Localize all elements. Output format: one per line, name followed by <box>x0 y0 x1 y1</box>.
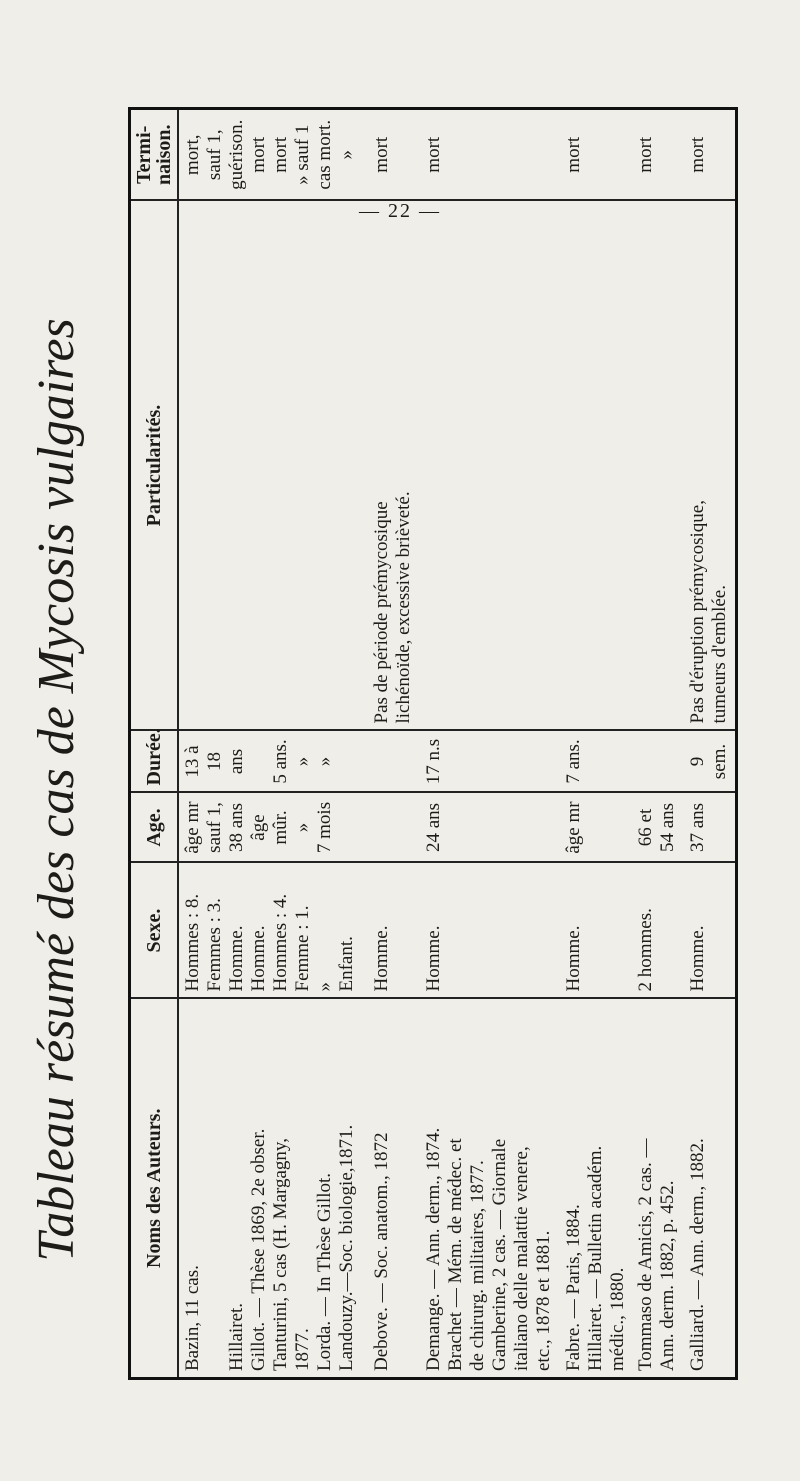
cell-sexe: Hommes : 8. Femmes : 3. Homme. Homme. Hommes : 4. Femme : 1. » Enfant. <box>178 863 368 999</box>
cell-duree: 7 ans. <box>560 731 632 793</box>
cell-authors: Tommaso de Amicis, 2 cas. — Ann. derm. 1882, p. 452. <box>632 999 684 1379</box>
table-row <box>420 109 560 1379</box>
cell-duree: 9 sem. <box>684 731 736 793</box>
cell-duree <box>368 731 420 793</box>
cell-terminaison: mort <box>684 109 736 201</box>
cell-duree: 17 n.s <box>420 731 560 793</box>
summary-table <box>128 107 738 1380</box>
cell-particularites <box>420 201 560 731</box>
page-title: Tableau résumé des cas de Mycosis vulgaires <box>28 318 85 1262</box>
header-terminaison: Termi- naison. <box>130 109 179 201</box>
table-row <box>684 109 736 1379</box>
cell-duree: 13 à 18 ans 5 ans. » » <box>178 731 368 793</box>
summary-table-wrapper <box>128 110 730 1380</box>
cell-age: 24 ans <box>420 793 560 863</box>
cell-authors: Debove. — Soc. anatom., 1872 <box>368 999 420 1379</box>
page-number: — 22 — <box>359 200 441 222</box>
cell-particularites <box>178 201 368 731</box>
cell-terminaison: mort <box>368 109 420 201</box>
header-duree: Durée. <box>130 731 179 793</box>
cell-authors: Galliard. — Ann. derm., 1882. <box>684 999 736 1379</box>
header-sexe: Sexe. <box>130 863 179 999</box>
cell-sexe: Homme. <box>368 863 420 999</box>
table-row <box>178 109 368 1379</box>
cell-terminaison: mort <box>420 109 560 201</box>
header-particularites: Particularités. <box>130 201 179 731</box>
cell-duree <box>632 731 684 793</box>
cell-particularites <box>560 201 632 731</box>
cell-authors: Fabre. — Paris, 1884. Hillairet. — Bulletin académ. médic., 1880. <box>560 999 632 1379</box>
cell-terminaison: mort <box>560 109 632 201</box>
cell-authors: Demange. — Ann. derm., 1874. Brachet — Mém. de médec. et de chirurg. militaires, 1877. Gamberine, 2 cas. — Giornale italiano delle malattie venere, etc., 1878 et 1881. <box>420 999 560 1379</box>
cell-particularites <box>632 201 684 731</box>
cell-age: âge mr <box>560 793 632 863</box>
cell-age: âge mr sauf 1, 38 ans âge mûr. » 7 mois <box>178 793 368 863</box>
table-row <box>560 109 632 1379</box>
cell-particularites: Pas d'éruption prémycosique, tumeurs d'emblée. <box>684 201 736 731</box>
cell-age: 37 ans <box>684 793 736 863</box>
cell-authors: Bazin, 11 cas. Hillairet. Gillot. — Thèse 1869, 2e obser. Tanturini, 5 cas (H. Margagny, 1877. Lorda. — In Thèse Gillot. Landouzy.—Soc. biologie,1871. <box>178 999 368 1379</box>
cell-sexe: Homme. <box>684 863 736 999</box>
cell-terminaison: mort <box>632 109 684 201</box>
cell-sexe: Homme. <box>420 863 560 999</box>
cell-age <box>368 793 420 863</box>
table-row <box>632 109 684 1379</box>
cell-particularites: Pas de période prémycosique lichénoïde, excessive brièveté. <box>368 201 420 731</box>
cell-sexe: Homme. <box>560 863 632 999</box>
cell-terminaison: mort, sauf 1, guérison. mort mort » sauf 1 cas mort. » <box>178 109 368 201</box>
header-authors: Noms des Auteurs. <box>130 999 179 1379</box>
table-header-row <box>130 109 179 1379</box>
table-row <box>368 109 420 1379</box>
cell-age: 66 et 54 ans <box>632 793 684 863</box>
cell-sexe: 2 hommes. <box>632 863 684 999</box>
header-age: Age. <box>130 793 179 863</box>
